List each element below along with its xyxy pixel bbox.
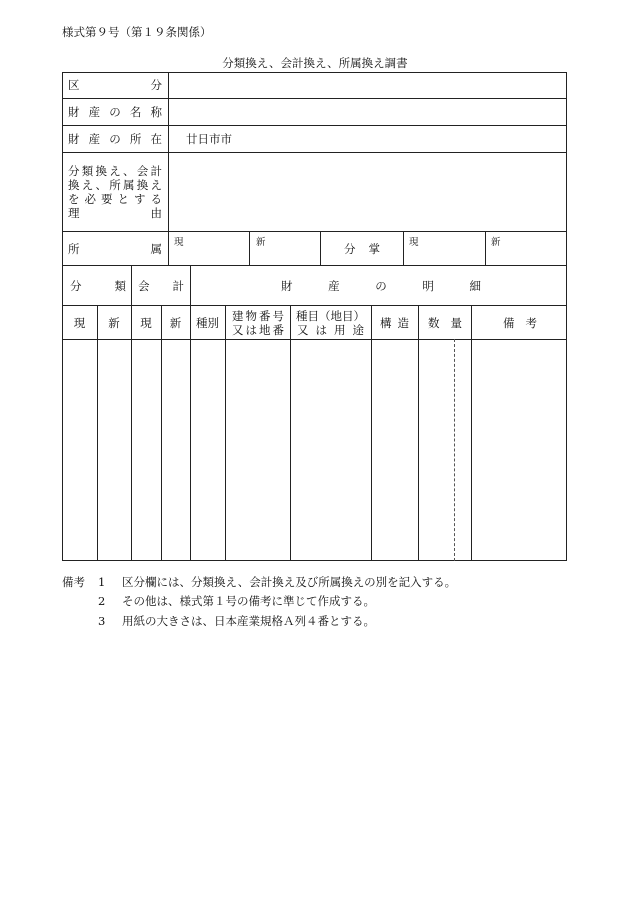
column-divider xyxy=(290,305,291,561)
division-new-label: 新 xyxy=(491,237,501,248)
label-property-location: 財 産 の 所 在 xyxy=(68,132,162,146)
label-reason-line1: 分 類 換 え 、 会 計 xyxy=(68,164,162,178)
col-remarks: 備 考 xyxy=(503,316,537,330)
row-divider xyxy=(62,125,567,126)
column-divider xyxy=(97,305,98,561)
col-classification-current: 現 xyxy=(73,316,86,330)
row-divider xyxy=(62,265,567,266)
affiliation-new-label: 新 xyxy=(256,237,266,248)
col-quantity: 数 量 xyxy=(428,316,462,330)
column-divider xyxy=(131,265,132,561)
label-column-divider xyxy=(168,72,169,265)
note-item xyxy=(62,572,456,592)
column-divider xyxy=(320,231,321,265)
header-classification: 分 類 xyxy=(70,279,126,293)
notes-heading: 備考 xyxy=(62,574,85,589)
column-divider xyxy=(161,305,162,561)
note-item xyxy=(62,611,456,631)
note-item xyxy=(62,592,456,612)
label-reason-line3: を 必 要 と す る xyxy=(68,192,162,206)
document-title: 分類換え、会計換え、所属換え調書 xyxy=(222,56,408,70)
note-number: 3 xyxy=(98,613,106,628)
row-divider xyxy=(62,152,567,153)
label-property-name: 財 産 の 名 称 xyxy=(68,105,162,119)
col-category-line1: 種目（地目） xyxy=(296,309,365,323)
col-building-number-line2: 又 は 地 番 xyxy=(232,323,284,337)
column-divider xyxy=(418,305,419,561)
col-structure: 構 造 xyxy=(380,316,409,330)
affiliation-current-label: 現 xyxy=(174,237,184,248)
note-text: 区分欄には、分類換え、会計換え及び所属換えの別を記入する。 xyxy=(122,574,457,589)
column-divider xyxy=(403,231,404,265)
row-divider xyxy=(62,305,567,306)
label-reason-line4: 理 由 xyxy=(68,206,162,220)
label-affiliation: 所 属 xyxy=(68,242,162,256)
header-account: 会 計 xyxy=(138,279,184,293)
col-building-number-line1: 建 物 番 号 xyxy=(232,309,284,323)
col-category-line2: 又 は 用 途 xyxy=(297,323,364,337)
column-divider xyxy=(249,231,250,265)
form-number: 様式第９号（第１９条関係） xyxy=(62,25,212,39)
label-division: 分 掌 xyxy=(344,242,380,256)
value-property-location: 廿日市市 xyxy=(186,132,232,146)
column-divider xyxy=(485,231,486,265)
row-divider xyxy=(62,98,567,99)
label-kubun: 区 分 xyxy=(68,78,162,92)
col-account-new: 新 xyxy=(169,316,182,330)
note-text: 用紙の大きさは、日本産業規格Ａ列４番とする。 xyxy=(122,613,375,628)
notes-section xyxy=(62,572,456,631)
division-current-label: 現 xyxy=(409,237,419,248)
col-account-current: 現 xyxy=(140,316,152,330)
col-classification-new: 新 xyxy=(108,316,120,330)
column-divider xyxy=(471,305,472,561)
column-divider xyxy=(371,305,372,561)
column-divider xyxy=(190,265,191,561)
header-property-details: 財 産 の 明 細 xyxy=(281,279,481,293)
label-reason-line2: 換 え 、 所 属 換 え xyxy=(68,178,162,192)
column-divider xyxy=(225,305,226,561)
row-divider xyxy=(62,231,567,232)
note-number: 1 xyxy=(98,574,106,589)
row-divider xyxy=(62,339,567,340)
note-text: その他は、様式第１号の備考に準じて作成する。 xyxy=(122,594,375,609)
note-number: 2 xyxy=(98,594,106,609)
quantity-decimal-divider xyxy=(454,339,455,561)
col-type: 種別 xyxy=(196,316,219,330)
